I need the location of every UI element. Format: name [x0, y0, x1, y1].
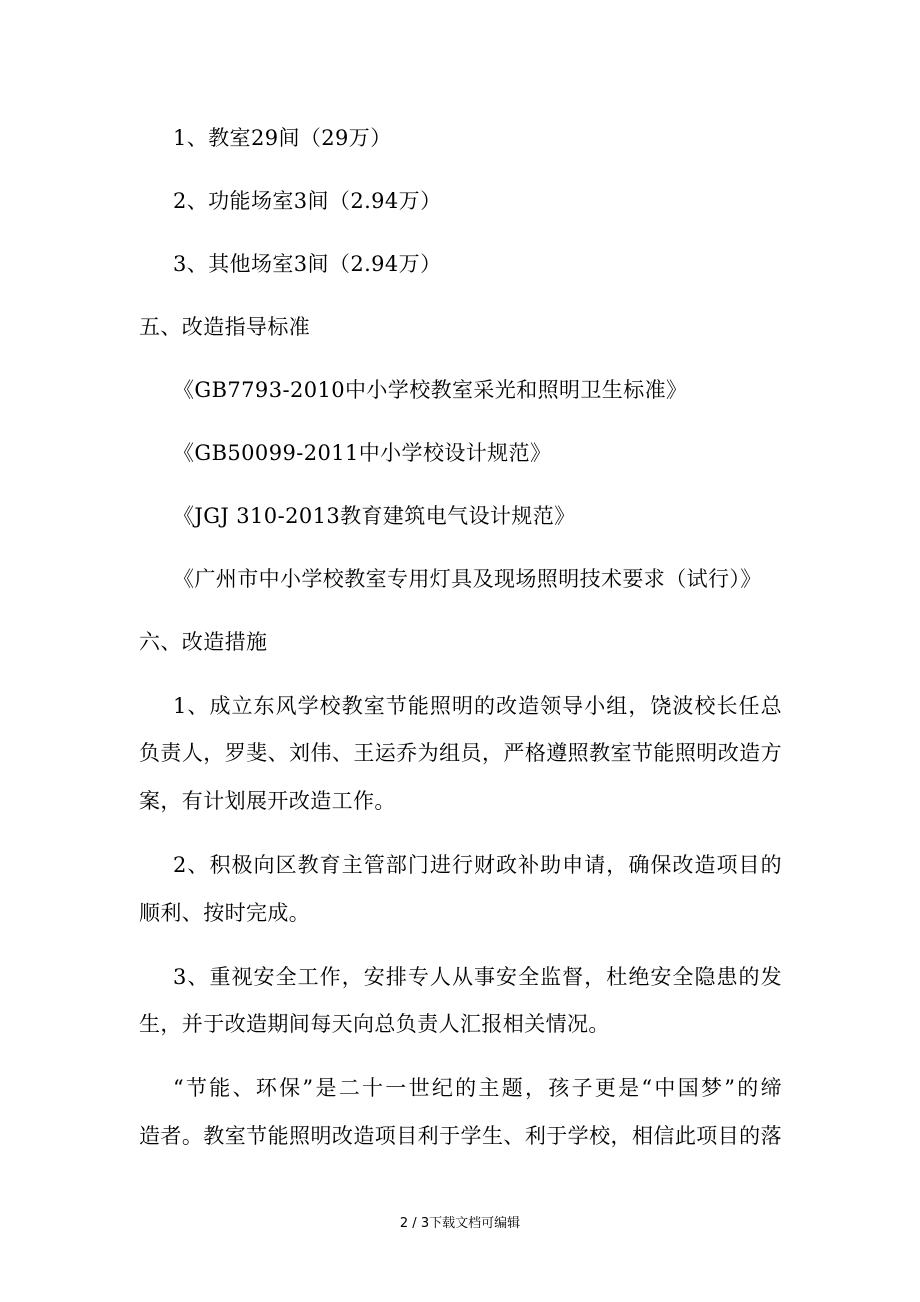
- budget-item-function-rooms: 2、功能场室3间（2.94万）: [173, 189, 442, 213]
- budget-item-classrooms: 1、教室29间（29万）: [173, 126, 392, 150]
- measure-1-line-3: 案，有计划展开改造工作。: [139, 789, 396, 813]
- measure-1-line-2: 负责人，罗斐、刘伟、王运乔为组员，严格遵照教室节能照明改造方: [139, 741, 782, 765]
- standard-jgj310: 《JGJ 310-2013教育建筑电气设计规范》: [173, 504, 576, 528]
- measure-3-line-1: 3、重视安全工作，安排专人从事安全监督，杜绝安全隐患的发: [173, 965, 782, 989]
- measure-2-line-2: 顺利、按时完成。: [139, 901, 311, 925]
- standard-guangzhou: 《广州市中小学校教室专用灯具及现场照明技术要求（试行）》: [173, 567, 762, 591]
- measure-3-line-2: 生，并于改造期间每天向总负责人汇报相关情况。: [139, 1012, 610, 1036]
- section-heading-standards: 五、改造指导标准: [139, 315, 311, 339]
- measure-2-line-1: 2、积极向区教育主管部门进行财政补助申请，确保改造项目的: [173, 853, 782, 877]
- section-heading-measures: 六、改造措施: [139, 630, 268, 654]
- measure-1-line-1: 1、成立东风学校教室节能照明的改造领导小组，饶波校长任总: [173, 694, 782, 718]
- standard-gb7793: 《GB7793-2010中小学校教室采光和照明卫生标准》: [173, 378, 688, 402]
- closing-line-2: 造者。教室节能照明改造项目利于学生、利于学校，相信此项目的落: [139, 1124, 782, 1148]
- page-footer: 2 / 3下载文档可编辑: [399, 1216, 521, 1231]
- closing-line-1: “节能、环保”是二十一世纪的主题，孩子更是“中国梦”的缔: [173, 1076, 782, 1100]
- standard-gb50099: 《GB50099-2011中小学校设计规范》: [173, 441, 552, 465]
- budget-item-other-rooms: 3、其他场室3间（2.94万）: [173, 252, 442, 276]
